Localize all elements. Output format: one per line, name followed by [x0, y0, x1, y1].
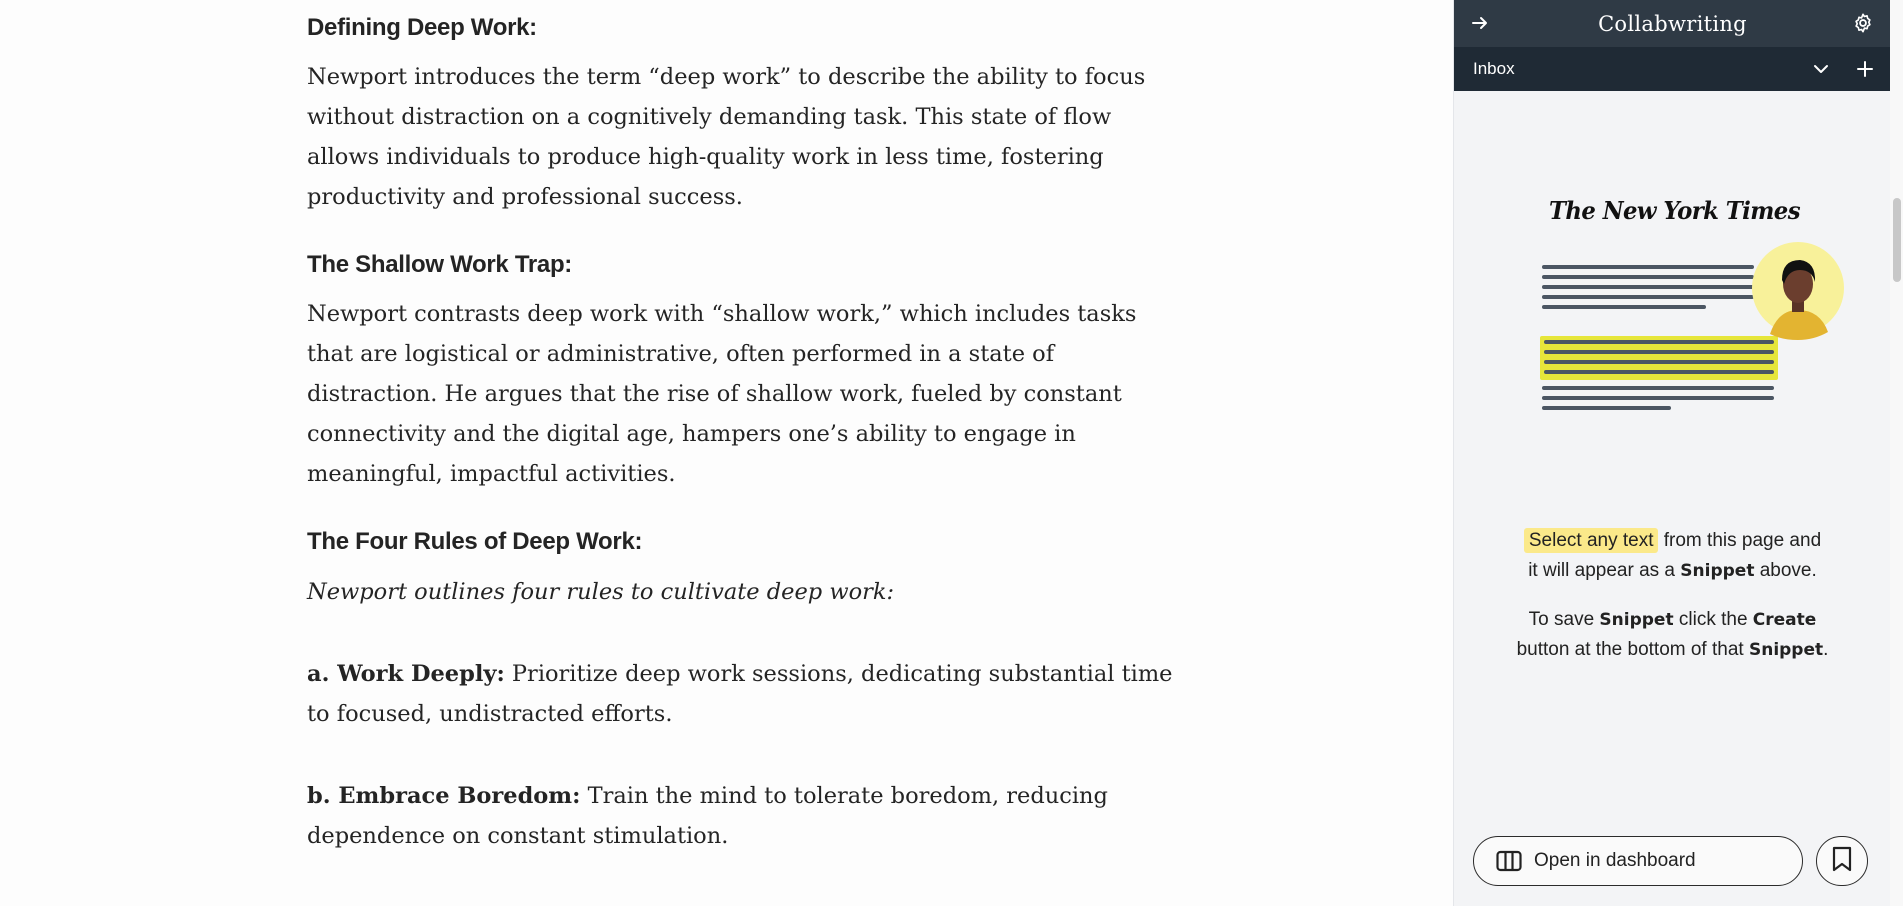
arrow-right-icon[interactable]: [1467, 10, 1493, 36]
hint-highlight: Select any text: [1524, 528, 1659, 553]
four-rules-intro: Newport outlines four rules to cultivate deep work:: [307, 579, 895, 605]
hint-text: click the: [1673, 609, 1753, 630]
hint-bold: Snippet: [1680, 561, 1755, 581]
section-paragraph-defining: Newport introduces the term “deep work” to describe the ability to focus without distraction on a cognitively demanding task. This state of flow allows individuals to produce high-quality work in less time, fostering productivity and professional success.: [307, 64, 1146, 210]
bookmark-icon: [1831, 845, 1853, 878]
chevron-down-icon[interactable]: [1809, 57, 1833, 81]
plus-icon[interactable]: [1853, 57, 1877, 81]
hint-bold: Snippet: [1599, 610, 1674, 630]
panel-header: [1454, 0, 1891, 47]
rule-item: [307, 654, 1177, 734]
hint-text: .: [1823, 639, 1829, 660]
rule-label: a. Work Deeply:: [307, 661, 505, 687]
section-paragraph-shallow: Newport contrasts deep work with “shallow work,” which includes tasks that are logistical or administrative, often performed in a state of distraction. He argues that the rise of shallow work, fueled by constant connectivity and the digital age, hampers one’s ability to engage in meaningful, impactful activities.: [307, 301, 1137, 487]
open-in-dashboard-button[interactable]: [1473, 836, 1803, 886]
page-scrollbar[interactable]: [1890, 0, 1903, 906]
rule-label: b. Embrace Boredom:: [307, 783, 581, 809]
rule-text: Prioritize deep work sessions, dedicating substantial time to focused, undistracted efforts.: [307, 661, 1173, 727]
section-heading-four-rules: The Four Rules of Deep Work:: [307, 528, 643, 555]
section-heading-shallow: The Shallow Work Trap:: [307, 251, 572, 278]
rule-item: [307, 776, 1177, 856]
rule-text: Train the mind to tolerate boredom, reducing dependence on constant stimulation.: [307, 783, 1108, 849]
hint-bold: Snippet: [1748, 640, 1824, 660]
inbox-selector[interactable]: [1454, 47, 1891, 91]
section-heading-defining: Defining Deep Work:: [307, 14, 537, 41]
hint-text: above.: [1754, 560, 1817, 581]
panel-title: Collabwriting: [1598, 11, 1747, 36]
snippet-illustration: [1534, 240, 1854, 420]
gear-icon[interactable]: [1850, 10, 1876, 36]
collabwriting-panel: [1453, 0, 1891, 906]
bookmark-button[interactable]: [1816, 836, 1868, 886]
columns-icon: [1496, 850, 1522, 872]
hint-text: it will appear as a: [1528, 560, 1681, 581]
hint-text: button at the bottom of that: [1516, 639, 1749, 660]
select-text-hint: [1454, 526, 1891, 586]
nyt-logo: The New York Times: [1549, 196, 1800, 225]
hint-text: from this page and: [1658, 530, 1822, 551]
scrollbar-thumb[interactable]: [1893, 198, 1901, 282]
hint-text: To save: [1528, 609, 1600, 630]
save-snippet-hint: [1454, 605, 1891, 665]
avatar: [1752, 242, 1844, 340]
inbox-label: Inbox: [1473, 59, 1515, 78]
open-in-dashboard-label: Open in dashboard: [1534, 850, 1696, 871]
hint-bold: Create: [1752, 610, 1817, 630]
